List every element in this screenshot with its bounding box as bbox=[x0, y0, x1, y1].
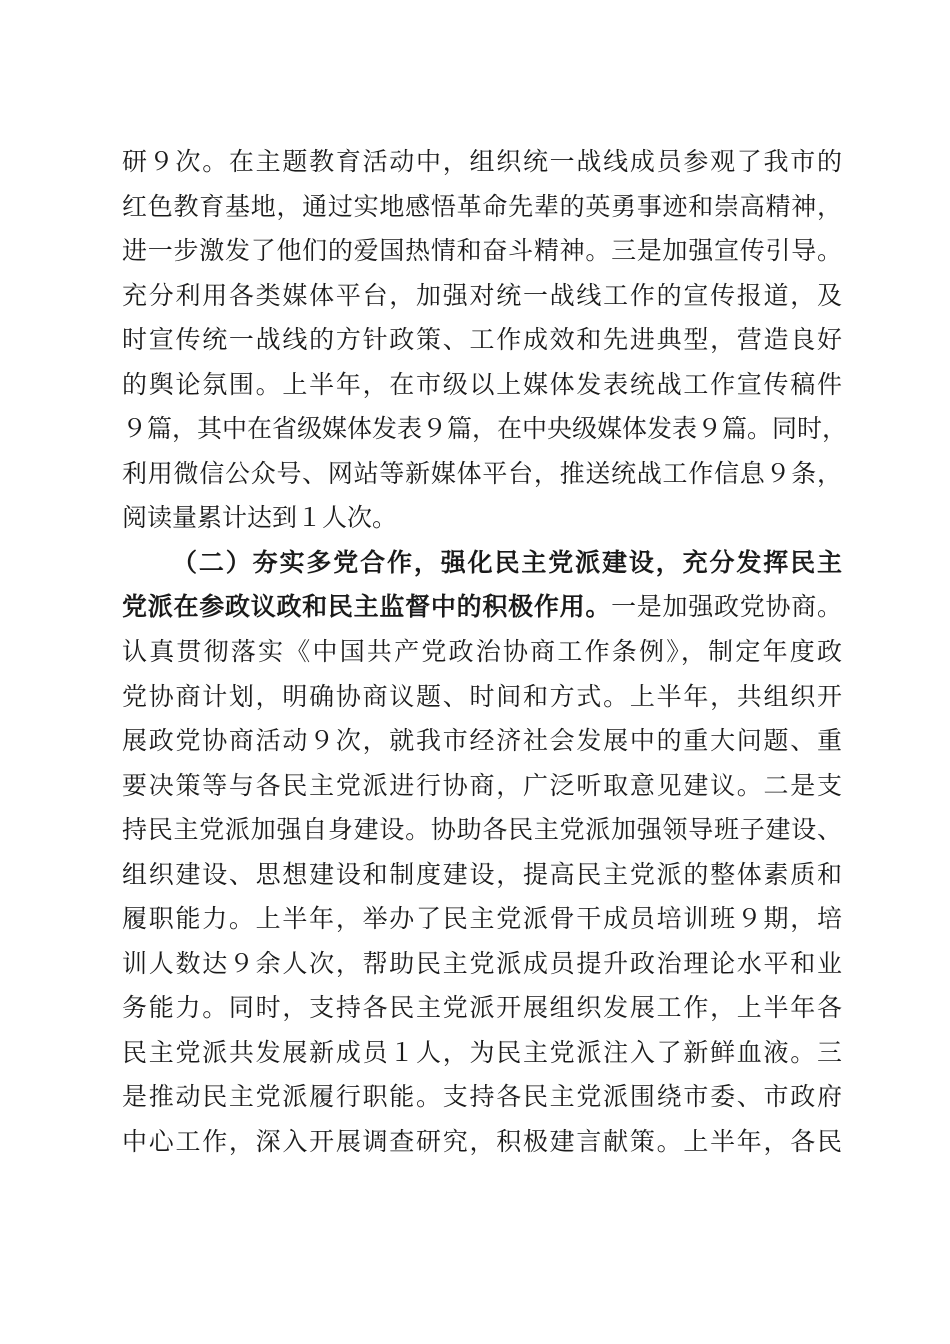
text-line: 阅读量累计达到１人次。 bbox=[122, 503, 398, 533]
document-body bbox=[122, 140, 848, 1165]
text-line: 要决策等与各民主党派进行协商，广泛听取意见建议。二是支 bbox=[122, 770, 842, 800]
text-line: 训人数达９余人次，帮助民主党派成员提升政治理论水平和业 bbox=[122, 948, 842, 978]
text-line: 中心工作，深入开展调查研究，积极建言献策。上半年，各民 bbox=[122, 1127, 842, 1157]
text-line: 是推动民主党派履行职能。支持各民主党派围绕市委、市政府 bbox=[122, 1082, 842, 1112]
text-line: 民主党派共发展新成员１人，为民主党派注入了新鲜血液。三 bbox=[122, 1037, 842, 1067]
section-heading-line: （二）夯实多党合作，强化民主党派建设，充分发挥民主 bbox=[172, 547, 842, 577]
text-line: 展政党协商活动９次，就我市经济社会发展中的重大问题、重 bbox=[122, 726, 842, 756]
text-line: 进一步激发了他们的爱国热情和奋斗精神。三是加强宣传引导。 bbox=[122, 236, 842, 266]
text-line: 利用微信公众号、网站等新媒体平台，推送统战工作信息９条， bbox=[122, 458, 842, 488]
text-line: 党协商计划，明确协商议题、时间和方式。上半年，共组织开 bbox=[122, 681, 842, 711]
text-line: 充分利用各类媒体平台，加强对统一战线工作的宣传报道，及 bbox=[122, 280, 842, 310]
text-line: 务能力。同时，支持各民主党派开展组织发展工作，上半年各 bbox=[122, 993, 842, 1023]
text-line: 履职能力。上半年，举办了民主党派骨干成员培训班９期，培 bbox=[122, 904, 842, 934]
text-line: ９篇，其中在省级媒体发表９篇，在中央级媒体发表９篇。同时， bbox=[122, 414, 848, 444]
text-fragment: 一是加强政党协商。 bbox=[611, 592, 842, 622]
text-line: 的舆论氛围。上半年，在市级以上媒体发表统战工作宣传稿件 bbox=[122, 369, 842, 399]
text-line: 组织建设、思想建设和制度建设，提高民主党派的整体素质和 bbox=[122, 859, 842, 889]
text-line: 研９次。在主题教育活动中，组织统一战线成员参观了我市的 bbox=[122, 147, 842, 176]
text-line: 红色教育基地，通过实地感悟革命先辈的英勇事迹和崇高精神， bbox=[122, 191, 842, 221]
section-heading-line-2 bbox=[122, 585, 842, 630]
section-heading-bold: 党派在参政议政和民主监督中的积极作用。 bbox=[122, 592, 612, 622]
text-line: 认真贯彻落实《中国共产党政治协商工作条例》，制定年度政 bbox=[122, 637, 842, 667]
text-line: 时宣传统一战线的方针政策、工作成效和先进典型，营造良好 bbox=[122, 325, 842, 355]
text-line: 持民主党派加强自身建设。协助各民主党派加强领导班子建设、 bbox=[122, 815, 842, 845]
